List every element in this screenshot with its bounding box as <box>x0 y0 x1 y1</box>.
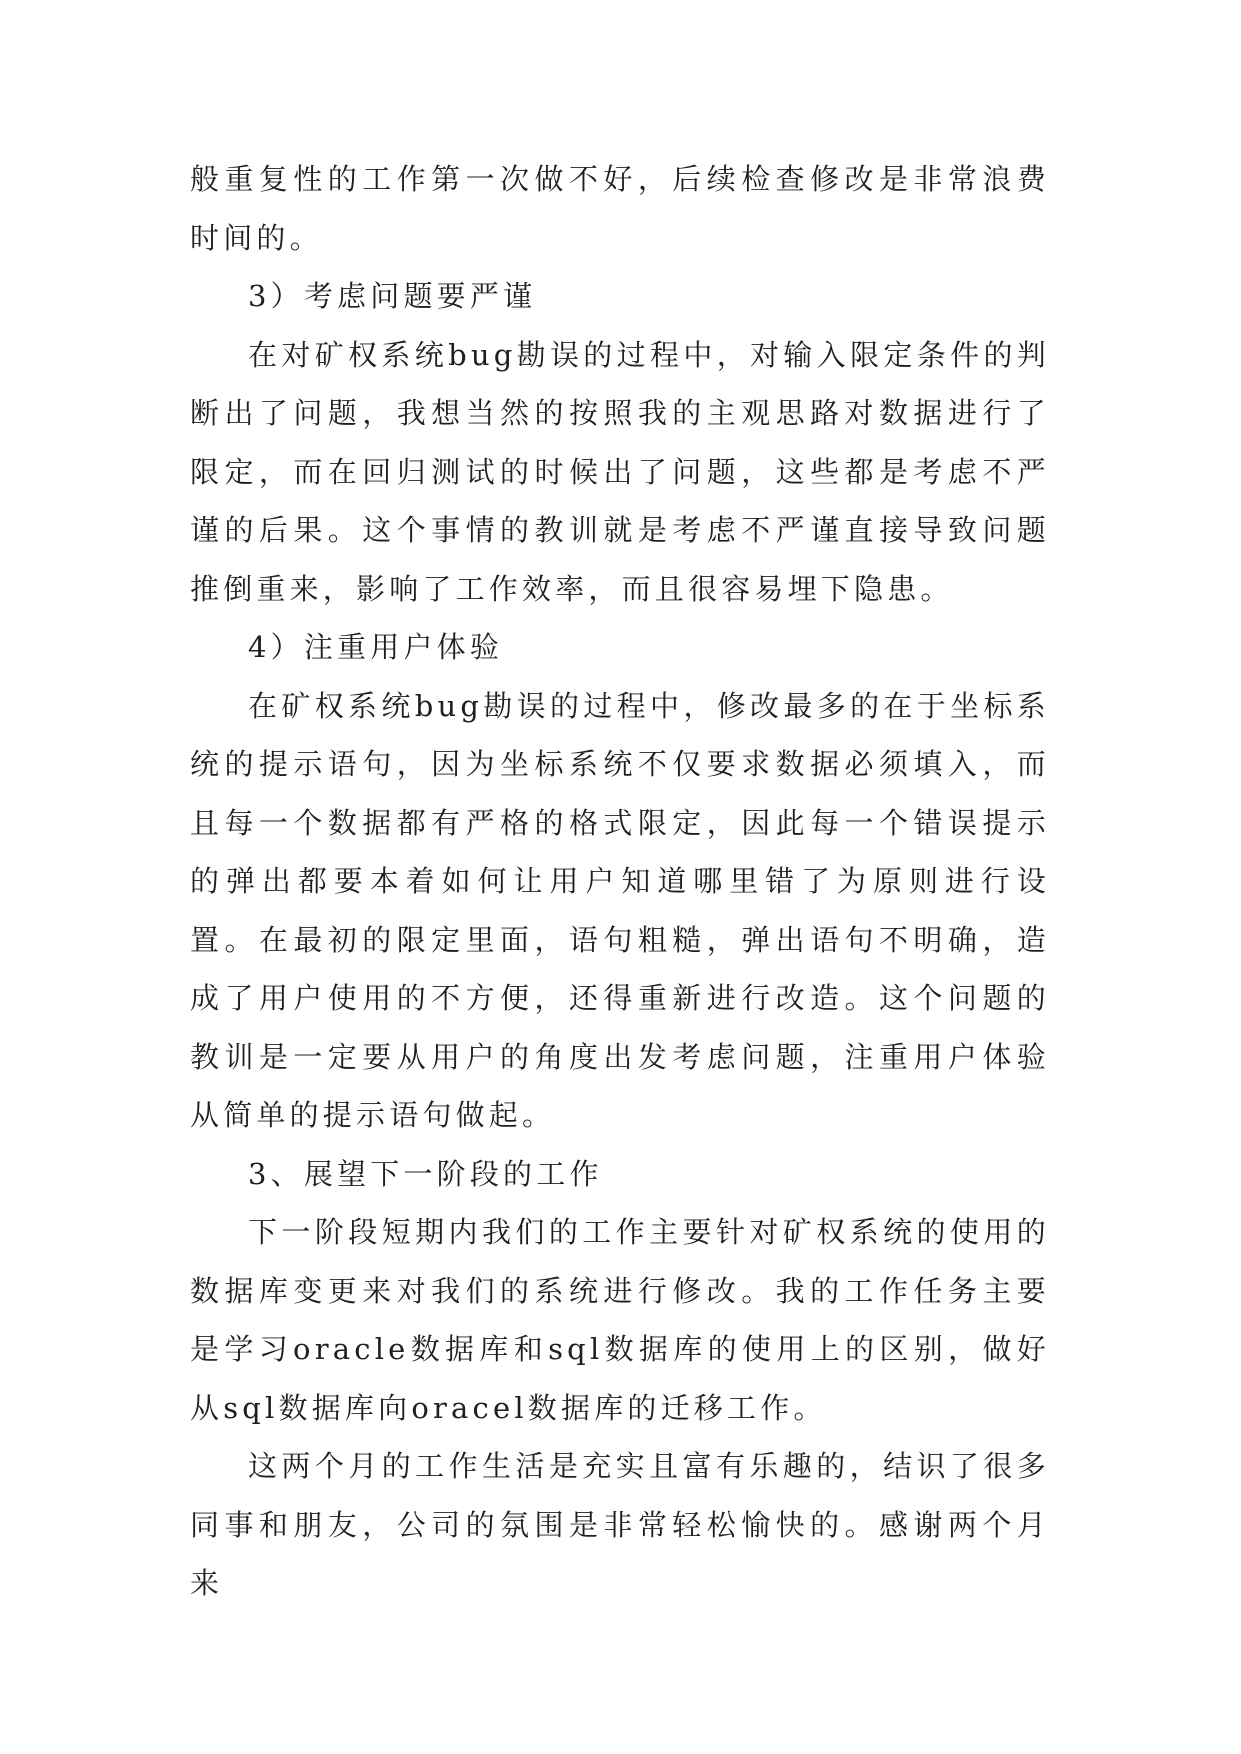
paragraph-user-experience: 在矿权系统bug勘误的过程中，修改最多的在于坐标系统的提示语句，因为坐标系统不仅要求数据必须填入，而且每一个数据都有严格的格式限定，因此每一个错误提示的弹出都要本着如何让用户知道哪里错了为原则进行设置。在最初的限定里面，语句粗糙，弹出语句不明确，造成了用户使用的不方便，还得重新进行改造。这个问题的教训是一定要从用户的角度出发考虑问题，注重用户体验从简单的提示语句做起。 <box>190 688 1050 1132</box>
document-page <box>190 150 1050 1613</box>
paragraph-next-stage: 下一阶段短期内我们的工作主要针对矿权系统的使用的数据库变更来对我们的系统进行修改。我的工作任务主要是学习oracle数据库和sql数据库的使用上的区别，做好从sql数据库向oracel数据库的迁移工作。 <box>190 1215 1050 1425</box>
heading-rigorous-thinking: 3）考虑问题要严谨 <box>248 279 537 313</box>
paragraph-closing: 这两个月的工作生活是充实且富有乐趣的，结识了很多同事和朋友，公司的氛围是非常轻松愉快的。感谢两个月来 <box>190 1449 1050 1600</box>
heading-next-stage: 3、展望下一阶段的工作 <box>248 1156 603 1191</box>
paragraph-continuation: 般重复性的工作第一次做不好，后续检查修改是非常浪费时间的。 <box>190 162 1050 255</box>
paragraph-rigorous-thinking: 在对矿权系统bug勘误的过程中，对输入限定条件的判断出了问题，我想当然的按照我的主观思路对数据进行了限定，而在回归测试的时候出了问题，这些都是考虑不严谨的后果。这个事情的教训就是考虑不严谨直接导致问题推倒重来，影响了工作效率，而且很容易埋下隐患。 <box>190 337 1050 606</box>
heading-user-experience: 4）注重用户体验 <box>248 630 504 664</box>
